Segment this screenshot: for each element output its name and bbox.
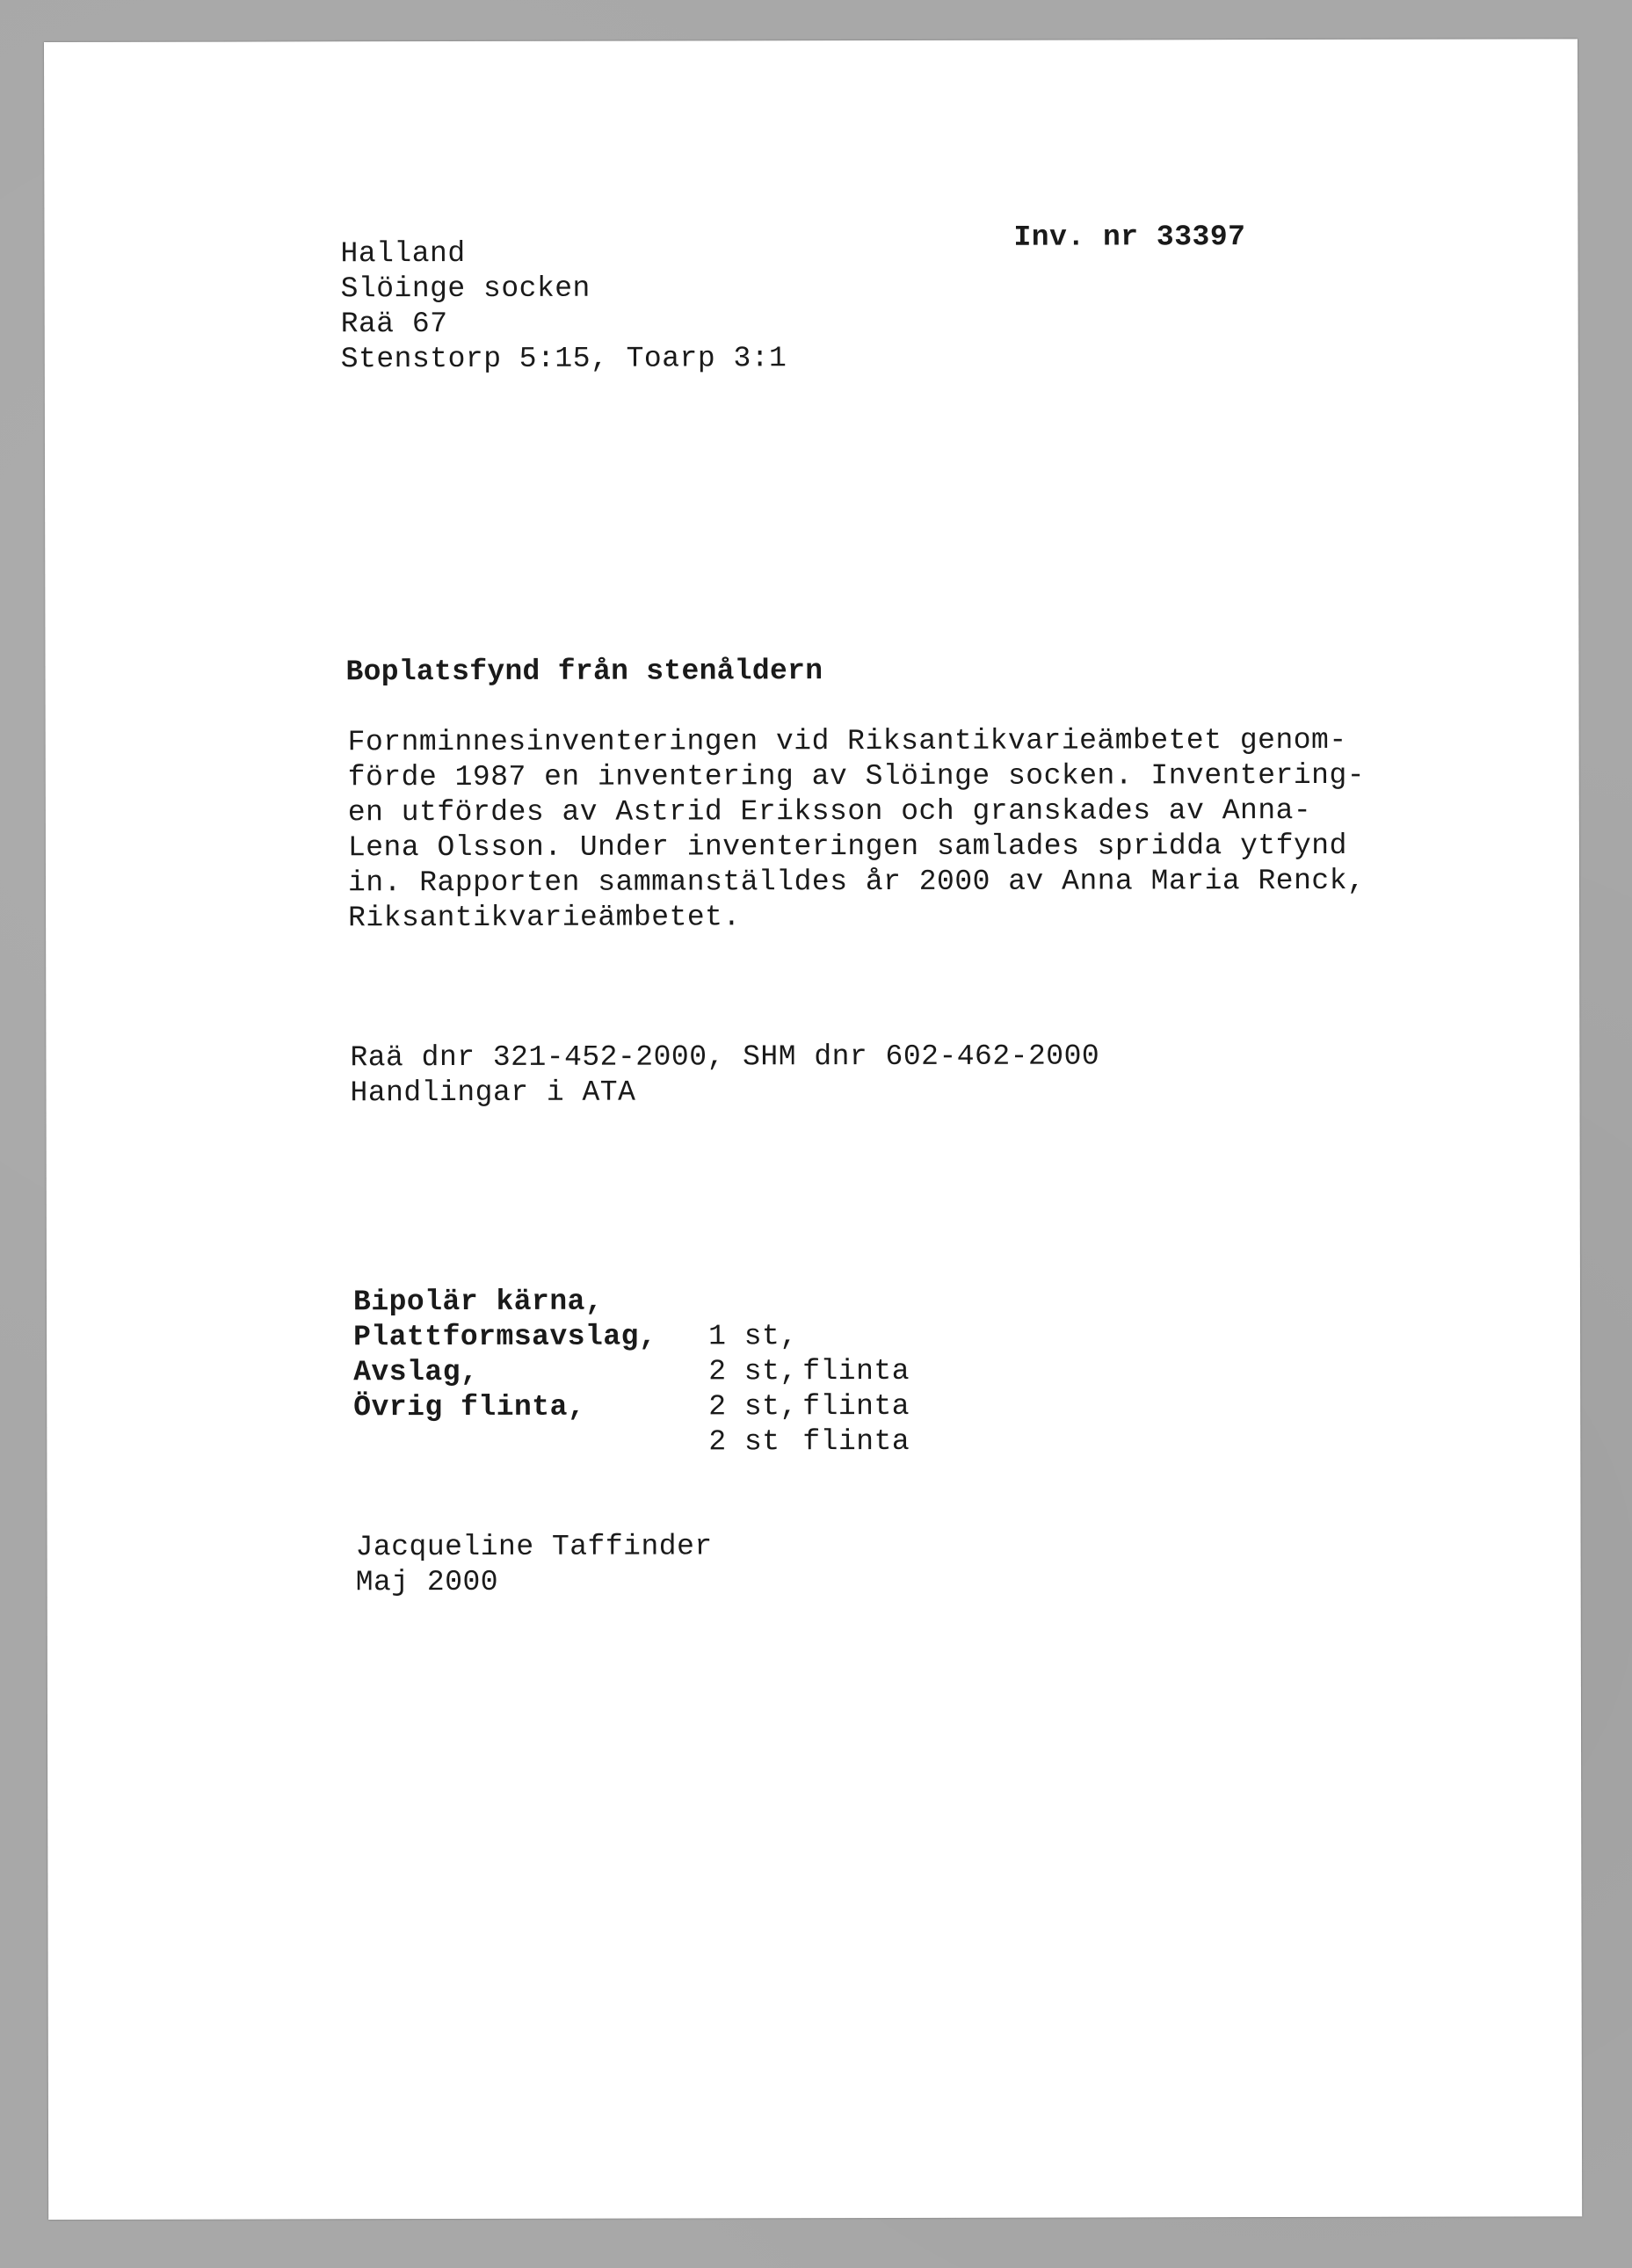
- location-property: Stenstorp 5:15, Toarp 3:1: [340, 342, 787, 376]
- find-count: 2 st: [708, 1425, 780, 1459]
- body-line: in. Rapporten sammanställdes år 2000 av Anna Maria Renck,: [347, 864, 1366, 900]
- document-title: Boplatsfynd från stenåldern: [345, 655, 823, 689]
- find-count: 1 st,: [708, 1320, 798, 1353]
- find-count: 2 st,: [708, 1390, 798, 1424]
- location-raa-number: Raä 67: [340, 308, 448, 341]
- location-parish: Slöinge socken: [340, 272, 591, 306]
- reference-dnr: Raä dnr 321-452-2000, SHM dnr 602-462-2000: [350, 1040, 1100, 1075]
- location-header: [340, 235, 787, 377]
- body-line: Lena Olsson. Under inventeringen samlades spridda ytfynd: [347, 829, 1347, 865]
- finds-list: [352, 1250, 910, 1459]
- inventory-number: Inv. nr 33397: [1013, 221, 1246, 254]
- signature-date: Maj 2000: [355, 1565, 499, 1599]
- body-line: en utfördes av Astrid Eriksson och granskades av Anna-: [347, 793, 1312, 830]
- signature-name: Jacqueline Taffinder: [355, 1530, 713, 1564]
- find-count: 2 st,: [708, 1355, 798, 1388]
- signature-block: [356, 1529, 713, 1600]
- find-name: Avslag,: [353, 1355, 479, 1389]
- find-name: Bipolär kärna,: [352, 1285, 604, 1319]
- body-line: Riksantikvarieämbetet.: [348, 901, 741, 935]
- body-line: Fornminnesinventeringen vid Riksantikvarieämbetet genom-: [347, 723, 1347, 759]
- find-material: flinta: [802, 1389, 910, 1424]
- location-county: Halland: [340, 236, 466, 271]
- find-material: flinta: [802, 1424, 910, 1459]
- find-name: Plattformsavslag,: [353, 1320, 657, 1354]
- reference-block: [350, 1039, 1099, 1111]
- body-line: förde 1987 en inventering av Slöinge socken. Inventering-: [347, 758, 1366, 794]
- find-material: flinta: [802, 1354, 910, 1388]
- find-name: Övrig flinta,: [353, 1390, 586, 1424]
- document-page: [44, 39, 1582, 2220]
- body-paragraph: [348, 723, 1366, 936]
- reference-archive: Handlingar i ATA: [350, 1076, 636, 1110]
- find-row: [353, 1355, 780, 1459]
